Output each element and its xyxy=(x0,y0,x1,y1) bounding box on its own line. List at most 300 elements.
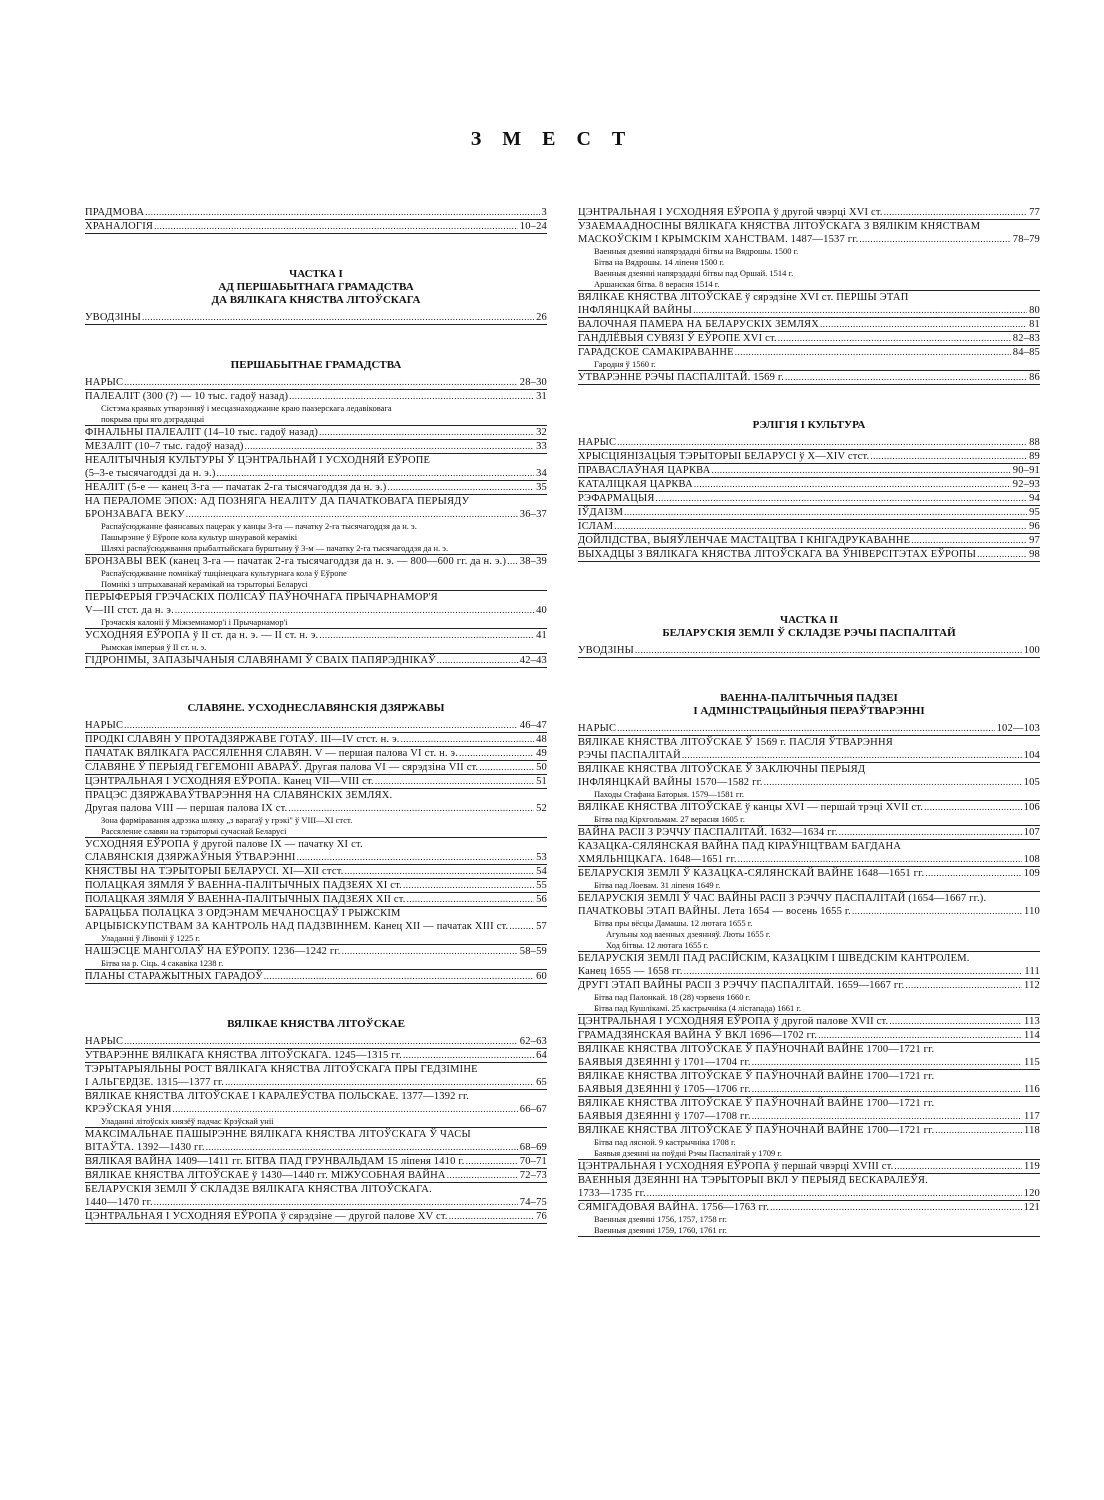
dot-leader xyxy=(447,1169,518,1182)
dot-leader xyxy=(738,853,1022,866)
page-number: 111 xyxy=(1024,966,1040,977)
page-number: 106 xyxy=(1023,802,1040,813)
entry-line xyxy=(85,1210,547,1223)
toc-entry[interactable] xyxy=(578,644,1040,658)
page-number: 74–75 xyxy=(519,1197,547,1208)
toc-entry[interactable] xyxy=(85,1155,547,1169)
toc-entry[interactable] xyxy=(578,520,1040,534)
page-number: 72–73 xyxy=(519,1170,547,1181)
entry-line xyxy=(578,492,1040,505)
toc-block-top xyxy=(85,206,547,234)
entry-title: ІНФЛЯНЦКАЙ ВАЙНЫ 1570—1582 гг. xyxy=(578,777,763,788)
page-number: 26 xyxy=(536,312,547,323)
section-heading xyxy=(578,419,1040,432)
toc-entry[interactable] xyxy=(578,346,1040,371)
toc-entry[interactable] xyxy=(85,206,547,220)
page-number: 41 xyxy=(536,630,547,641)
entry-line xyxy=(578,371,1040,384)
heading-line: ЧАСТКА І xyxy=(289,268,343,280)
dot-leader xyxy=(924,801,1022,814)
toc-entry[interactable] xyxy=(85,719,547,733)
entry-line xyxy=(85,1141,547,1154)
page-number: 121 xyxy=(1023,1202,1040,1213)
dot-leader xyxy=(752,1056,1022,1069)
page-number: 50 xyxy=(536,762,547,773)
page-number: 55 xyxy=(536,880,547,891)
dot-leader xyxy=(911,534,1027,547)
sub-entry: Бітва пры вёсцы Дамашы. 12 лютага 1655 г. xyxy=(594,918,753,928)
entry-line xyxy=(85,1196,547,1209)
part-heading xyxy=(578,614,1040,640)
sub-entry: Бітва пад Палонкай. 18 (28) чэрвеня 1660 г. xyxy=(594,992,751,1002)
entry-line xyxy=(578,206,1040,219)
toc-entry[interactable] xyxy=(85,893,547,907)
sub-entry: Бітва пад Кушлікамі. 25 кастрычніка (4 лістапада) 1661 г. xyxy=(594,1003,801,1013)
sub-entry: Ход бітвы. 12 лютага 1655 г. xyxy=(606,940,709,950)
heading-line: БЕЛАРУСКІЯ ЗЕМЛІ Ў СКЛАДЗЕ РЭЧЫ ПАСПАЛІТАЙ xyxy=(662,627,956,639)
page-number: 97 xyxy=(1029,535,1040,546)
toc-entry[interactable] xyxy=(578,1201,1040,1237)
toc-entry[interactable] xyxy=(85,1035,547,1049)
entry-title-line: БЕЛАРУСКІЯ ЗЕМЛІ ПАД РАСІЙСКІМ, КАЗАЦКІМ І ШВЕДСКІМ КАНТРОЛЕМ. xyxy=(578,953,970,964)
entry-line xyxy=(578,905,1040,918)
toc-entry[interactable] xyxy=(578,291,1040,318)
dot-leader xyxy=(889,1015,1022,1028)
page-number: 82–83 xyxy=(1012,333,1040,344)
entry-title-line: ВЯЛІКАЕ КНЯСТВА ЛІТОЎСКАЕ Ў ЗАКЛЮЧНЫ ПЕРЫЯД xyxy=(578,764,866,775)
page-title: З М Е С Т xyxy=(470,128,634,150)
toc-entry[interactable] xyxy=(578,952,1040,979)
toc-entry[interactable] xyxy=(578,548,1040,562)
dot-leader xyxy=(617,436,1027,449)
toc-entry[interactable] xyxy=(85,495,547,555)
entry-line xyxy=(85,851,547,864)
dot-leader xyxy=(437,654,518,667)
sub-entry: Ваенныя дзеянні напярэдадні бітвы на Вядрошы. 1500 г. xyxy=(594,246,799,256)
entry-line xyxy=(85,629,547,642)
entry-title: УСХОДНЯЯ ЕЎРОПА ў II ст. да н. э. — II ст. н. э. xyxy=(85,630,319,641)
entry-line xyxy=(85,1049,547,1062)
entry-title: ВЯЛІКАЕ КНЯСТВА ЛІТОЎСКАЕ ў 1430—1440 гг. МІЖУСОБНАЯ ВАЙНА xyxy=(85,1170,446,1181)
entry-line xyxy=(578,644,1040,657)
entry-line xyxy=(578,1124,1040,1137)
page-number: 114 xyxy=(1024,1030,1040,1041)
entry-line xyxy=(85,761,547,774)
entry-line xyxy=(85,1169,547,1182)
sub-entry: Бітва на Вядрошы. 14 ліпеня 1500 г. xyxy=(594,257,725,267)
entry-title: ПЛАНЫ СТАРАЖЫТНЫХ ГАРАДОЎ xyxy=(85,971,263,982)
entry-title-line: ВАЕННЫЯ ДЗЕЯННІ НА ТЭРЫТОРЫІ ВКЛ У ПЕРЫЯД БЕСКАРАЛЕЎЯ. xyxy=(578,1175,928,1186)
entry-line xyxy=(85,481,547,494)
page-number: 64 xyxy=(536,1050,547,1061)
entry-title-line: ВЯЛІКАЕ КНЯСТВА ЛІТОЎСКАЕ Ў ПАЎНОЧНАЙ ВАЙНЕ 1700—1721 гг. xyxy=(578,1098,935,1109)
entry-title: СЛАВЯНЕ Ў ПЕРЫЯД ГЕГЕМОНІІ АВАРАЎ. Другая палова VI — сярэдзіна VII ст. xyxy=(85,762,479,773)
dot-leader xyxy=(245,440,534,453)
toc-entry[interactable] xyxy=(578,464,1040,478)
sub-entry: Шляхі распаўсюджвання прыбалтыйскага бурштыну ў 3-м — пачатку 2-га тысячагоддзя да н. э. xyxy=(101,543,449,553)
page-number: 62–63 xyxy=(519,1036,547,1047)
dot-leader xyxy=(403,879,534,892)
page-number: 86 xyxy=(1029,372,1040,383)
entry-title: ЦЭНТРАЛЬНАЯ І УСХОДНЯЯ ЕЎРОПА ў другой палове XVII ст. xyxy=(578,1016,889,1027)
entry-line xyxy=(85,920,547,933)
entry-title: 1733—1735 гг. xyxy=(578,1188,646,1199)
dot-leader xyxy=(977,548,1027,561)
entry-title: ВАЛОЧНАЯ ПАМЕРА НА БЕЛАРУСКІХ ЗЕМЛЯХ xyxy=(578,319,820,330)
toc-entry[interactable] xyxy=(85,879,547,893)
toc-entry[interactable] xyxy=(85,747,547,761)
dot-leader xyxy=(820,318,1027,331)
entry-title: НАРЫС xyxy=(578,437,617,448)
page-number: 84–85 xyxy=(1012,347,1040,358)
page-number: 58–59 xyxy=(519,946,547,957)
page-number: 116 xyxy=(1024,1084,1040,1095)
toc-entry[interactable] xyxy=(85,838,547,865)
heading-line: І АДМІНІСТРАЦЫЙНЫЯ ПЕРАЎТВАРЭННІ xyxy=(693,705,925,717)
dot-leader xyxy=(656,492,1028,505)
toc-entry[interactable] xyxy=(85,1063,547,1090)
entry-line xyxy=(578,332,1040,345)
entry-title: ЦЭНТРАЛЬНАЯ І УСХОДНЯЯ ЕЎРОПА ў сярэдзіне — другой палове XV ст. xyxy=(85,1211,448,1222)
entry-title: БАЯВЫЯ ДЗЕЯННІ ў 1707—1708 гг. xyxy=(578,1111,751,1122)
dot-leader xyxy=(466,1155,518,1168)
page-number: 120 xyxy=(1023,1188,1040,1199)
entry-title-line: БЕЛАРУСКІЯ ЗЕМЛІ Ў СКЛАДЗЕ ВЯЛІКАГА КНЯСТВА ЛІТОЎСКАГА. xyxy=(85,1184,432,1195)
toc-entry[interactable] xyxy=(85,970,547,984)
entry-line xyxy=(85,440,547,453)
toc-entry[interactable] xyxy=(85,591,547,629)
entry-title: МЕЗАЛІТ (10–7 тыс. гадоў назад) xyxy=(85,441,244,452)
entry-line xyxy=(578,722,1040,735)
entry-title-line: ВЯЛІКАЕ КНЯСТВА ЛІТОЎСКАЕ Ў 1569 г. ПАСЛЯ ЎТВАРЭННЯ xyxy=(578,737,893,748)
entry-title: ЦЭНТРАЛЬНАЯ І УСХОДНЯЯ ЕЎРОПА ў першай чвэрці XVIII ст. xyxy=(578,1161,894,1172)
page-number: 36–37 xyxy=(519,509,547,520)
entry-title: НАРЫС xyxy=(85,720,124,731)
dot-leader xyxy=(617,722,994,735)
dot-leader xyxy=(173,1103,518,1116)
entry-line xyxy=(85,865,547,878)
entry-title: ГІДРОНІМЫ, ЗАПАЗЫЧАНЫЯ СЛАВЯНАМІ Ў СВАІХ ПАПЯРЭДНІКАЎ xyxy=(85,655,436,666)
toc-entry[interactable] xyxy=(578,492,1040,506)
dot-leader xyxy=(297,851,534,864)
sub-entry: Паходы Стафана Баторыя. 1579—1581 гг. xyxy=(594,789,745,799)
toc-entry[interactable] xyxy=(578,206,1040,220)
toc-entry[interactable] xyxy=(578,840,1040,867)
sub-entry: Ваенныя дзеянні 1759, 1760, 1761 гг. xyxy=(594,1225,727,1235)
entry-line xyxy=(85,376,547,389)
page-number: 78–79 xyxy=(1012,234,1040,245)
toc-entry[interactable] xyxy=(85,907,547,945)
toc-entry[interactable] xyxy=(85,629,547,654)
entry-line xyxy=(578,853,1040,866)
entry-title: ВІТАЎТА. 1392—1430 гг. xyxy=(85,1142,205,1153)
toc-entry[interactable] xyxy=(85,390,547,426)
dot-leader xyxy=(509,920,534,933)
part-heading xyxy=(85,268,547,307)
sub-entry: Уладанні ў Лівоніі ў 1225 г. xyxy=(101,933,201,943)
heading-line: ПЕРШАБЫТНАЕ ГРАМАДСТВА xyxy=(230,359,402,371)
page-number: 113 xyxy=(1024,1016,1040,1027)
toc-entry[interactable] xyxy=(578,1160,1040,1174)
dot-leader xyxy=(124,376,518,389)
page-number: 89 xyxy=(1029,451,1040,462)
dot-leader xyxy=(289,390,534,403)
toc-entry[interactable] xyxy=(578,736,1040,763)
page-number: 32 xyxy=(536,427,547,438)
sub-entry: Сістэма краявых утварэнняў і месцазнаходжанне краю паазерскага ледавіковага xyxy=(101,403,392,413)
page-number: 60 xyxy=(536,971,547,982)
entry-title-line: БАРАЦЬБА ПОЛАЦКА З ОРДЭНАМ МЕЧАНОСЦАЎ І РЫЖСКІМ xyxy=(85,908,401,919)
page-number: 107 xyxy=(1023,827,1040,838)
page-number: 57 xyxy=(536,921,547,932)
toc-entry[interactable] xyxy=(85,775,547,789)
dot-leader xyxy=(778,332,1011,345)
heading-line: АД ПЕРШАБЫТНАГА ГРАМАДСТВА xyxy=(218,281,414,293)
entry-line xyxy=(85,970,547,983)
toc-entry[interactable] xyxy=(578,1124,1040,1160)
entry-line xyxy=(578,520,1040,533)
page-number: 33 xyxy=(536,441,547,452)
entry-line xyxy=(578,1015,1040,1028)
page-number: 65 xyxy=(536,1077,547,1088)
toc-entry[interactable] xyxy=(578,826,1040,840)
page-number: 52 xyxy=(536,803,547,814)
sub-entry: Рассяленне славян на тэрыторыі сучаснай Беларусі xyxy=(101,826,287,836)
dot-leader xyxy=(175,604,534,617)
dot-leader xyxy=(142,311,534,324)
dot-leader xyxy=(387,481,534,494)
toc-entry[interactable] xyxy=(578,318,1040,332)
toc-entry[interactable] xyxy=(578,979,1040,1015)
entry-line xyxy=(578,1083,1040,1096)
heading-line: ВЯЛІКАЕ КНЯСТВА ЛІТОЎСКАЕ xyxy=(227,1018,405,1030)
page-number: 42–43 xyxy=(519,655,547,666)
sub-entry: Пашырэнне ў Еўропе кола культур шнуравой керамікі xyxy=(101,532,298,542)
page-number: 92–93 xyxy=(1012,479,1040,490)
entry-line xyxy=(578,233,1040,246)
dot-leader xyxy=(694,478,1011,491)
entry-title: (5–3-е тысячагоддзі да н. э.) xyxy=(85,468,216,479)
entry-line xyxy=(578,867,1040,880)
toc-entry[interactable] xyxy=(85,481,547,495)
page-number: 34 xyxy=(536,468,547,479)
entry-line xyxy=(578,464,1040,477)
toc-entry[interactable] xyxy=(578,1097,1040,1124)
dot-leader xyxy=(935,1124,1022,1137)
dot-leader xyxy=(264,970,534,983)
dot-leader xyxy=(635,644,1022,657)
toc-entry[interactable] xyxy=(85,1210,547,1224)
toc-block-sec6 xyxy=(578,722,1040,1237)
entry-title: БРОНЗАВЫ ВЕК (канец 3-га — пачатак 2-га тысячагоддзя да н. э. — 800—600 гг. да н. э.) xyxy=(85,556,507,567)
toc-entry[interactable] xyxy=(85,789,547,838)
entry-title-line: НА ПЕРАЛОМЕ ЭПОХ: АД ПОЗНЯГА НЕАЛІТУ ДА ПАЧАТКОВАГА ПЕРЫЯДУ xyxy=(85,496,470,507)
dot-leader xyxy=(839,826,1022,839)
toc-entry[interactable] xyxy=(578,763,1040,801)
dot-leader xyxy=(206,1141,518,1154)
entry-line xyxy=(85,1035,547,1048)
sub-entry: Бітва пад Лоевам. 31 ліпеня 1649 г. xyxy=(594,880,721,890)
toc-entry[interactable] xyxy=(85,1183,547,1210)
toc-entry[interactable] xyxy=(85,761,547,775)
entry-title: БАЯВЫЯ ДЗЕЯННІ ў 1701—1704 гг. xyxy=(578,1057,751,1068)
page-number: 95 xyxy=(1029,507,1040,518)
entry-line xyxy=(85,1155,547,1168)
dot-leader xyxy=(785,371,1027,384)
toc-entry[interactable] xyxy=(85,1090,547,1128)
toc-entry[interactable] xyxy=(578,867,1040,892)
entry-line xyxy=(578,318,1040,331)
toc-column-left xyxy=(85,206,547,1224)
sub-entry: Рымская імперыя ў II ст. н. э. xyxy=(101,642,207,652)
entry-line xyxy=(578,826,1040,839)
sub-entry: Распаўсюджванне помнікаў тшцінецкага культурнага кола ў Еўропе xyxy=(101,568,347,578)
entry-title: ІНФЛЯНЦКАЙ ВАЙНЫ xyxy=(578,305,693,316)
entry-line xyxy=(578,776,1040,789)
toc-entry[interactable] xyxy=(578,450,1040,464)
dot-leader xyxy=(884,206,1027,219)
toc-entry[interactable] xyxy=(578,1043,1040,1070)
toc-block-sec5 xyxy=(578,436,1040,562)
dot-leader xyxy=(319,426,534,439)
entry-title-line: БЕЛАРУСКІЯ ЗЕМЛІ Ў ЧАС ВАЙНЫ РАСІІ З РЭЧЧУ ПАСПАЛІТАЙ (1654—1667 гг.). xyxy=(578,893,987,904)
entry-line xyxy=(85,508,547,521)
section-heading xyxy=(578,692,1040,718)
dot-leader xyxy=(818,1029,1022,1042)
page-number: 90–91 xyxy=(1012,465,1040,476)
toc-entry[interactable] xyxy=(578,506,1040,520)
entry-line xyxy=(85,426,547,439)
page-number: 56 xyxy=(536,894,547,905)
toc-entry[interactable] xyxy=(578,478,1040,492)
entry-line xyxy=(578,1056,1040,1069)
page-number: 31 xyxy=(536,391,547,402)
entry-title: КРЭЎСКАЯ УНІЯ xyxy=(85,1104,172,1115)
dot-leader xyxy=(225,1076,534,1089)
sub-entry: Баявыя дзеянні на поўдні Рэчы Паспалітай у 1709 г. xyxy=(594,1148,783,1158)
toc-entry[interactable] xyxy=(85,220,547,234)
toc-entry[interactable] xyxy=(85,454,547,481)
entry-line xyxy=(578,1201,1040,1214)
toc-column-right xyxy=(578,206,1040,1237)
toc-entry[interactable] xyxy=(578,892,1040,952)
entry-line xyxy=(85,747,547,760)
toc-block-sec4 xyxy=(578,206,1040,385)
toc-entry[interactable] xyxy=(85,426,547,440)
toc-entry[interactable] xyxy=(85,1128,547,1155)
toc-block-sec1 xyxy=(85,376,547,668)
sub-entry: Помнікі з штрыхаванай керамікай на тэрыторыі Беларусі xyxy=(101,579,308,589)
entry-title: ІСЛАМ xyxy=(578,521,614,532)
page-number: 110 xyxy=(1024,906,1040,917)
entry-line xyxy=(85,775,547,788)
toc-entry[interactable] xyxy=(85,733,547,747)
entry-title: Канец 1655 — 1658 гг. xyxy=(578,966,683,977)
toc-entry[interactable] xyxy=(578,1029,1040,1043)
toc-entry[interactable] xyxy=(578,1174,1040,1201)
page-number: 51 xyxy=(536,776,547,787)
toc-entry[interactable] xyxy=(578,436,1040,450)
dot-leader xyxy=(735,346,1011,359)
dot-leader xyxy=(459,747,534,760)
page-number: 80 xyxy=(1029,305,1040,316)
toc-entry[interactable] xyxy=(85,1169,547,1183)
sub-entry: Бітва пад лясной. 9 кастрычніка 1708 г. xyxy=(594,1137,736,1147)
dot-leader xyxy=(764,776,1022,789)
page-number: 28–30 xyxy=(519,377,547,388)
toc-entry[interactable] xyxy=(85,865,547,879)
dot-leader xyxy=(852,905,1022,918)
entry-title: НАРЫС xyxy=(85,377,124,388)
toc-entry[interactable] xyxy=(85,1049,547,1063)
dot-leader xyxy=(752,1110,1022,1123)
page-number: 102—103 xyxy=(996,723,1040,734)
toc-entry[interactable] xyxy=(85,945,547,970)
entry-title: УТВАРЭННЕ РЭЧЫ ПАСПАЛІТАЙ. 1569 г. xyxy=(578,372,785,383)
dot-leader xyxy=(407,893,534,906)
toc-entry[interactable] xyxy=(578,722,1040,736)
page-number: 118 xyxy=(1024,1125,1040,1136)
entry-title: ВЫХАДЦЫ З ВЯЛІКАГА КНЯСТВА ЛІТОЎСКАГА ВА ЎНІВЕРСІТЭТАХ ЕЎРОПЫ xyxy=(578,549,977,560)
toc-entry[interactable] xyxy=(85,376,547,390)
toc-entry[interactable] xyxy=(578,1070,1040,1097)
page-number: 66–67 xyxy=(519,1104,547,1115)
entry-title: ДОЙЛІДСТВА, ВЫЯЎЛЕНЧАЕ МАСТАЦТВА І КНІГАДРУКАВАННЕ xyxy=(578,535,911,546)
entry-title-line: ТЭРЫТАРЫЯЛЬНЫ РОСТ ВЯЛІКАГА КНЯСТВА ЛІТОЎСКАГА ПРЫ ГЕДЗІМІНЕ xyxy=(85,1064,478,1075)
entry-title: ДРУГІ ЭТАП ВАЙНЫ РАСІІ З РЭЧЧУ ПАСПАЛІТАЙ. 1659—1667 гг. xyxy=(578,980,905,991)
page-number: 48 xyxy=(536,734,547,745)
entry-line xyxy=(578,979,1040,992)
toc-entry[interactable] xyxy=(578,332,1040,346)
entry-title: ПРАВАСЛАЎНАЯ ЦАРКВА xyxy=(578,465,711,476)
toc-entry[interactable] xyxy=(85,440,547,454)
page-number: 70–71 xyxy=(519,1156,547,1167)
toc-entry[interactable] xyxy=(578,220,1040,291)
sub-entry: Грэчаскія калоніі ў Міжземнамор'і і Прычарнамор'і xyxy=(101,617,288,627)
entry-line xyxy=(85,311,547,324)
entry-line xyxy=(85,733,547,746)
sub-entry: Распаўсюджанне фаянсавых пацерак у канцы 3-га — пачатку 2-га тысячагоддзя да н. э. xyxy=(101,521,417,531)
toc-entry[interactable] xyxy=(85,311,547,325)
toc-block-part2-intro xyxy=(578,644,1040,658)
entry-title-line: ПЕРЫФЕРЫЯ ГРЭЧАСКІХ ПОЛІСАЎ ПАЎНОЧНАГА ПРЫЧАРНАМОР'Я xyxy=(85,592,438,603)
toc-entry[interactable] xyxy=(85,555,547,591)
toc-block-part1-intro xyxy=(85,311,547,325)
entry-title: СЯМІГАДОВАЯ ВАЙНА. 1756—1763 гг. xyxy=(578,1202,770,1213)
toc-entry[interactable] xyxy=(578,534,1040,548)
dot-leader xyxy=(124,719,518,732)
entry-title: ПОЛАЦКАЯ ЗЯМЛЯ Ў ВАЕННА-ПАЛІТЫЧНЫХ ПАДЗЕЯХ XI ст. xyxy=(85,880,402,891)
toc-entry[interactable] xyxy=(85,654,547,668)
page-number: 77 xyxy=(1029,207,1040,218)
sub-entry: Ваенныя дзеянні 1756, 1757, 1758 гг. xyxy=(594,1214,727,1224)
entry-title: 1440—1470 гг. xyxy=(85,1197,153,1208)
entry-line xyxy=(85,893,547,906)
entry-line xyxy=(578,436,1040,449)
toc-entry[interactable] xyxy=(578,1015,1040,1029)
toc-entry[interactable] xyxy=(578,371,1040,385)
entry-line xyxy=(85,945,547,958)
entry-title: ГАНДЛЁВЫЯ СУВЯЗІ Ў ЕЎРОПЕ XVI ст. xyxy=(578,333,777,344)
entry-title: ФІНАЛЬНЫ ПАЛЕАЛІТ (14–10 тыс. гадоў назад) xyxy=(85,427,319,438)
page-number: 100 xyxy=(1023,645,1040,656)
page-number: 108 xyxy=(1023,854,1040,865)
dot-leader xyxy=(449,1210,534,1223)
entry-title: МАСКОЎСКІМ І КРЫМСКІМ ХАНСТВАМ. 1487—1537 гг. xyxy=(578,234,859,245)
toc-entry[interactable] xyxy=(578,801,1040,826)
entry-line xyxy=(85,1103,547,1116)
entry-title: СЛАВЯНСКІЯ ДЗЯРЖАЎНЫЯ ЎТВАРЭННІ xyxy=(85,852,296,863)
